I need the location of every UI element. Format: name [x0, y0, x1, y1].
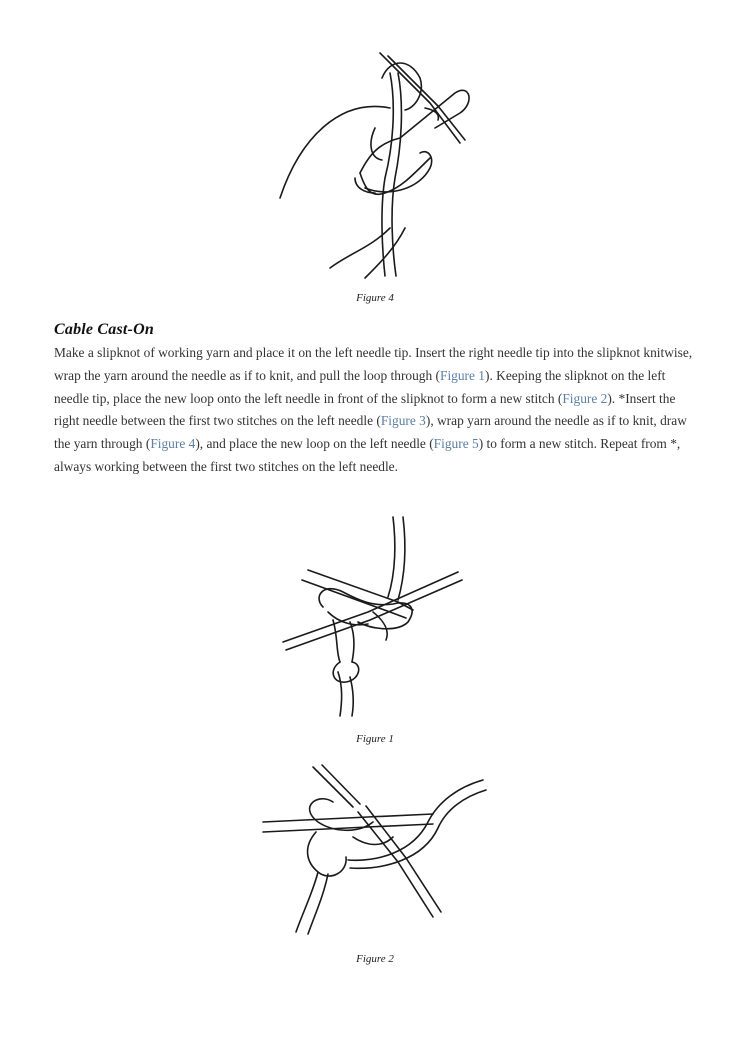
- para-text-4: ), wrap yarn around the needle as if to knit, draw the yarn through (: [54, 413, 687, 452]
- figure-4-illustration: [270, 48, 480, 280]
- para-text-3: ). *Insert the right needle between the first two stitches on the left needle (: [54, 390, 676, 429]
- hand-knitting-icon: [270, 48, 480, 280]
- link-figure-5[interactable]: Figure 5: [433, 436, 479, 452]
- figure-1-caption: Figure 1: [356, 733, 394, 745]
- section-title: Cable Cast-On: [54, 321, 154, 338]
- link-figure-3[interactable]: Figure 3: [380, 413, 426, 429]
- link-figure-2[interactable]: Figure 2: [562, 390, 608, 406]
- figure-1-illustration: [278, 512, 478, 718]
- figure-4-caption: Figure 4: [356, 292, 394, 304]
- para-text-1: Make a slipknot of working yarn and place it on the left needle tip. Insert the right needle tip into the slipknot knitwise, wrap the yarn around the needle as if to knit, and pull the loop through (: [54, 345, 693, 383]
- para-text-6: ) to form a new stitch. Repeat from *, always working between the first two stitches on the left needle.: [54, 436, 681, 474]
- new-stitch-needles-icon: [258, 762, 493, 938]
- slipknot-needles-icon: [278, 512, 478, 718]
- figure-2-caption: Figure 2: [356, 953, 394, 965]
- link-figure-4[interactable]: Figure 4: [150, 436, 196, 452]
- link-figure-1[interactable]: Figure 1: [440, 367, 486, 383]
- para-text-5: ), and place the new loop on the left needle (: [195, 436, 434, 452]
- instructions-paragraph: [54, 342, 694, 479]
- para-text-2: ). Keeping the slipknot on the left needle tip, place the new loop onto the left needle in front of the slipknot to form a new stitch (: [54, 367, 666, 406]
- figure-2-illustration: [258, 762, 493, 938]
